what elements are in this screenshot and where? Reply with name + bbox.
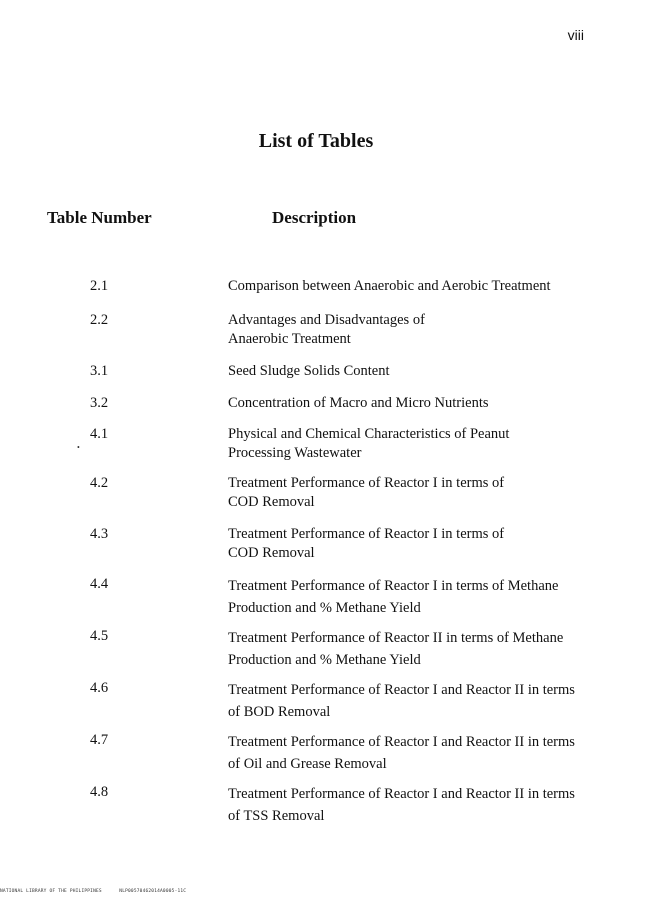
description-header: Description [272, 208, 357, 227]
table-number: 2.2 [90, 312, 109, 328]
table-description: Comparison between Anaerobic and Aerobic Treatment [228, 278, 551, 294]
table-number: 4.2 [90, 475, 109, 491]
table-number: 2.1 [90, 278, 109, 294]
table-number: 4.5 [90, 628, 109, 644]
table-description: Treatment Performance of Reactor I and Reactor II in terms of BOD Removal [228, 682, 575, 720]
table-description: Concentration of Macro and Micro Nutrients [228, 395, 489, 411]
table-description: Treatment Performance of Reactor I in terms of Methane Production and % Methane Yield [228, 578, 559, 616]
footer-watermark [0, 889, 186, 894]
table-description: Treatment Performance of Reactor I in terms of COD Removal [228, 475, 505, 510]
table-description: Treatment Performance of Reactor I and Reactor II in terms of Oil and Grease Removal [228, 734, 575, 772]
table-number: 4.7 [90, 732, 109, 748]
footer-library: NATIONAL LIBRARY OF THE PHILIPPINES [0, 889, 102, 894]
table-number: 3.2 [90, 395, 109, 411]
table-number: 3.1 [90, 363, 109, 379]
table-description: Treatment Performance of Reactor I in terms of COD Removal [228, 526, 505, 561]
table-description: Seed Sludge Solids Content [228, 363, 390, 379]
table-description: Treatment Performance of Reactor I and Reactor II in terms of TSS Removal [228, 786, 575, 824]
footer-code: NLP00570462014A0005-11C [119, 889, 187, 894]
table-description: Advantages and Disadvantages of Anaerobic Treatment [228, 312, 425, 347]
table-number: 4.6 [90, 680, 109, 696]
table-description: Treatment Performance of Reactor II in terms of Methane Production and % Methane Yield [228, 630, 564, 668]
table-number-header: Table Number [47, 208, 152, 227]
page-title: List of Tables [258, 130, 374, 152]
page-number: viii [567, 27, 584, 43]
table-number: 4.4 [90, 576, 109, 592]
scan-speck: • [77, 443, 80, 452]
table-description: Physical and Chemical Characteristics of Peanut Processing Wastewater [228, 426, 510, 461]
table-number: 4.8 [90, 784, 109, 800]
table-number: 4.3 [90, 526, 109, 542]
table-number: 4.1 [90, 426, 109, 442]
